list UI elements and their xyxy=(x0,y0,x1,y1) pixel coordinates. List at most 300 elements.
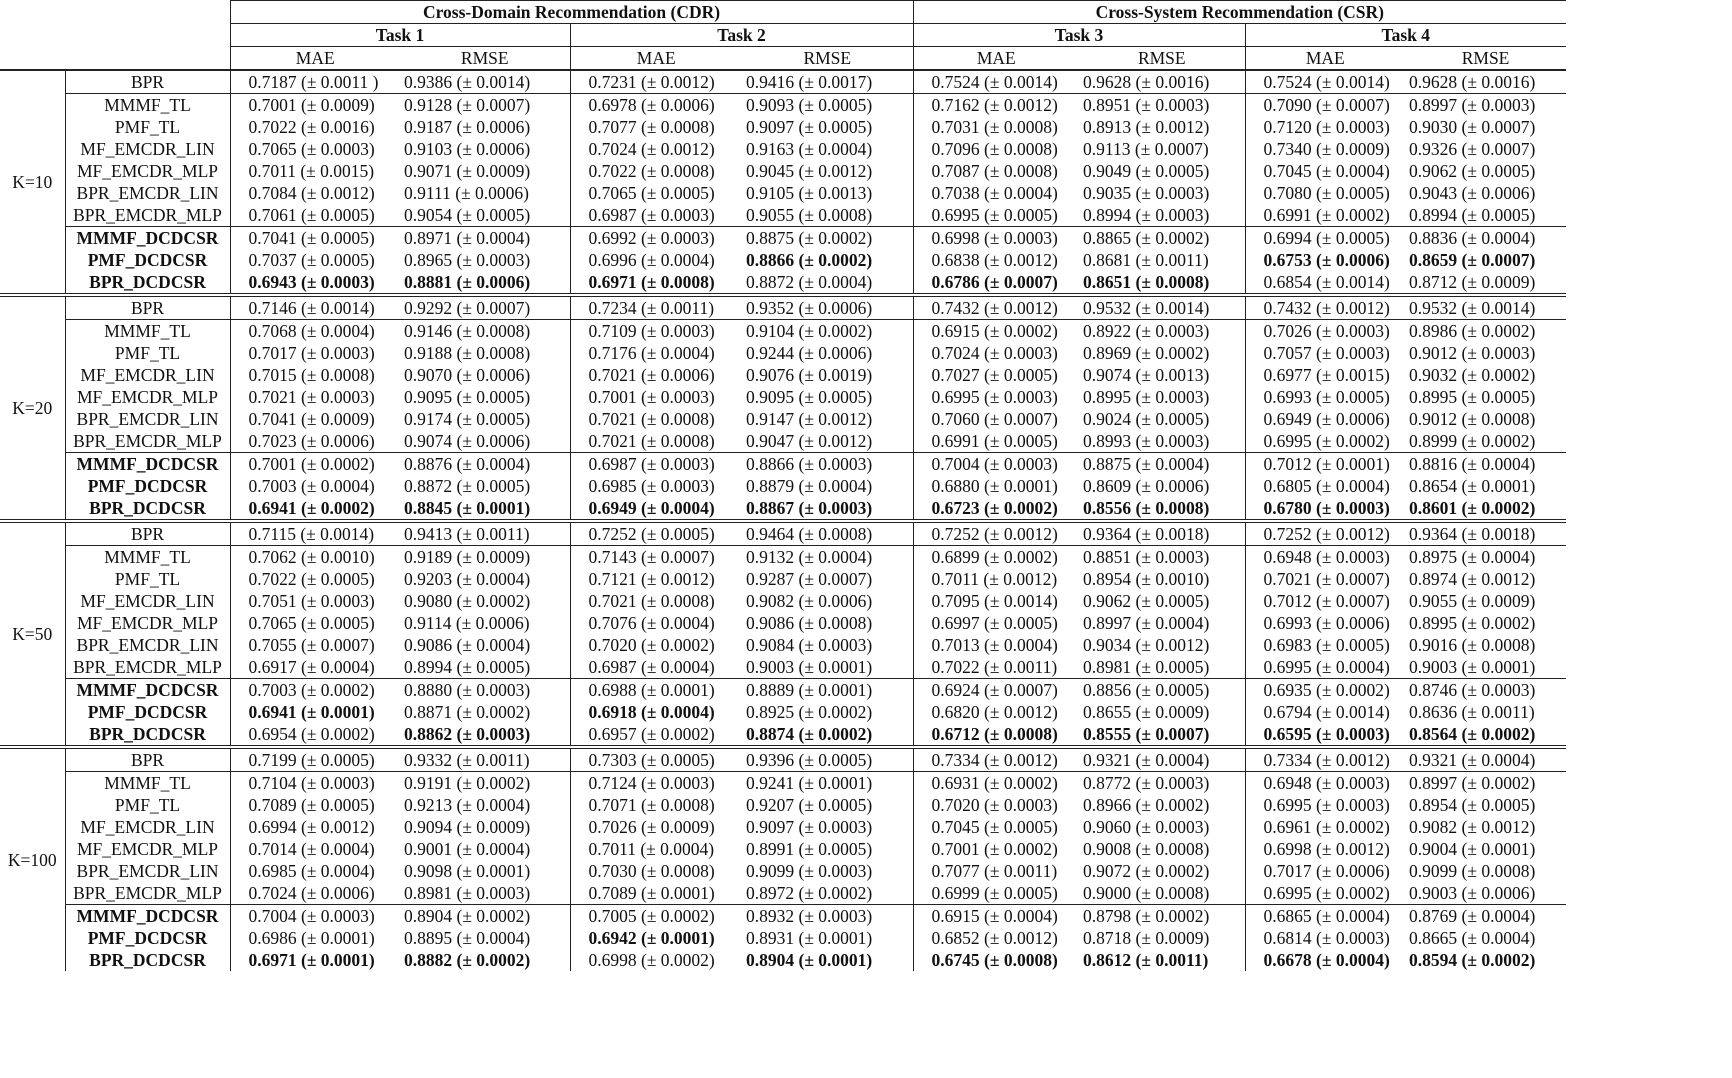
method-name: BPR_EMCDR_MLP xyxy=(65,204,230,227)
mae-cell-task-4: 0.6595 (± 0.0003) xyxy=(1263,724,1390,744)
rmse-cell-task-4: 0.9030 (± 0.0007) xyxy=(1409,117,1536,137)
method-name: PMF_TL xyxy=(65,568,230,590)
rmse-cell-task-1: 0.9114 (± 0.0006) xyxy=(400,612,570,634)
rmse-cell-task-3: 0.8954 (± 0.0010) xyxy=(1079,568,1245,590)
rmse-cell-task-3: 0.8651 (± 0.0008) xyxy=(1079,271,1245,295)
mae-cell-task-3: 0.7252 (± 0.0012) xyxy=(913,521,1079,546)
mae-cell-task-3: 0.7524 (± 0.0014) xyxy=(913,70,1079,94)
rmse-cell-task-1: 0.8895 (± 0.0004) xyxy=(400,927,570,949)
rmse-cell-task-3: 0.9074 (± 0.0013) xyxy=(1079,364,1245,386)
metric-header-rmse: RMSE xyxy=(1461,48,1510,68)
method-name: MF_EMCDR_MLP xyxy=(65,160,230,182)
rmse-cell-task-2: 0.9084 (± 0.0003) xyxy=(742,634,913,656)
mae-cell-task-2: 0.7021 (± 0.0008) xyxy=(588,431,715,451)
mae-cell-task-1: 0.7001 (± 0.0009) xyxy=(230,94,400,117)
mae-cell-task-2: 0.6998 (± 0.0002) xyxy=(588,950,715,970)
table-row xyxy=(0,816,1566,838)
mae-cell-task-2: 0.7021 (± 0.0008) xyxy=(588,409,715,429)
table-row xyxy=(0,116,1566,138)
rmse-cell-task-2: 0.8889 (± 0.0001) xyxy=(742,679,913,702)
rmse-cell-task-1: 0.9413 (± 0.0011) xyxy=(400,521,570,546)
method-name: MMMF_TL xyxy=(65,772,230,795)
mae-cell-task-2: 0.6987 (± 0.0003) xyxy=(570,453,742,476)
k-label: K=10 xyxy=(0,70,65,295)
rmse-cell-task-2: 0.8867 (± 0.0003) xyxy=(742,497,913,521)
table-row xyxy=(0,342,1566,364)
rmse-cell-task-4: 0.8564 (± 0.0002) xyxy=(1409,724,1536,744)
table-row xyxy=(0,386,1566,408)
task-header-3: Task 3 xyxy=(913,24,1245,47)
rmse-cell-task-4: 0.8654 (± 0.0001) xyxy=(1409,476,1536,496)
mae-cell-task-2: 0.6978 (± 0.0006) xyxy=(570,94,742,117)
rmse-cell-task-4: 0.8816 (± 0.0004) xyxy=(1405,453,1566,476)
mae-cell-task-2: 0.6992 (± 0.0003) xyxy=(570,227,742,250)
method-name: MF_EMCDR_LIN xyxy=(65,816,230,838)
rmse-cell-task-1: 0.9070 (± 0.0006) xyxy=(400,364,570,386)
method-name: MMMF_TL xyxy=(65,546,230,569)
table-row xyxy=(0,408,1566,430)
rmse-cell-task-4: 0.9003 (± 0.0001) xyxy=(1409,657,1536,677)
rmse-cell-task-2: 0.9105 (± 0.0013) xyxy=(742,182,913,204)
mae-cell-task-4: 0.7012 (± 0.0001) xyxy=(1245,453,1405,476)
metric-header-mae: MAE xyxy=(636,48,676,68)
mae-cell-task-2: 0.7026 (± 0.0009) xyxy=(588,817,715,837)
mae-cell-task-3: 0.7001 (± 0.0002) xyxy=(931,839,1058,859)
mae-cell-task-2: 0.7005 (± 0.0002) xyxy=(570,905,742,928)
method-name: PMF_DCDCSR xyxy=(65,927,230,949)
mae-cell-task-4: 0.6995 (± 0.0002) xyxy=(1263,883,1390,903)
mae-cell-task-3: 0.7096 (± 0.0008) xyxy=(931,139,1058,159)
task-header-4: Task 4 xyxy=(1245,24,1566,47)
rmse-cell-task-3: 0.9062 (± 0.0005) xyxy=(1079,590,1245,612)
mae-cell-task-2: 0.7303 (± 0.0005) xyxy=(570,747,742,772)
mae-cell-task-4: 0.7057 (± 0.0003) xyxy=(1263,343,1390,363)
table-row xyxy=(0,227,1566,250)
mae-cell-task-2: 0.7021 (± 0.0006) xyxy=(588,365,715,385)
mae-cell-task-3: 0.6991 (± 0.0005) xyxy=(931,431,1058,451)
method-name: BPR_EMCDR_MLP xyxy=(65,430,230,453)
rmse-cell-task-3: 0.8995 (± 0.0003) xyxy=(1079,386,1245,408)
mae-cell-task-3: 0.6999 (± 0.0005) xyxy=(931,883,1058,903)
rmse-cell-task-1: 0.8881 (± 0.0006) xyxy=(400,271,570,295)
rmse-cell-task-3: 0.8913 (± 0.0012) xyxy=(1079,116,1245,138)
k-label: K=20 xyxy=(0,295,65,521)
rmse-cell-task-2: 0.8991 (± 0.0005) xyxy=(742,838,913,860)
rmse-cell-task-2: 0.9055 (± 0.0008) xyxy=(742,204,913,227)
rmse-cell-task-3: 0.8951 (± 0.0003) xyxy=(1079,94,1245,117)
rmse-cell-task-4: 0.9628 (± 0.0016) xyxy=(1405,70,1566,94)
method-name: BPR_DCDCSR xyxy=(65,949,230,971)
rmse-cell-task-2: 0.8866 (± 0.0003) xyxy=(742,453,913,476)
rmse-cell-task-1: 0.8845 (± 0.0001) xyxy=(400,497,570,521)
method-name: MF_EMCDR_LIN xyxy=(65,364,230,386)
mae-cell-task-1: 0.7024 (± 0.0006) xyxy=(248,883,375,903)
rmse-cell-task-3: 0.9000 (± 0.0008) xyxy=(1079,882,1245,905)
mae-cell-task-1: 0.7004 (± 0.0003) xyxy=(230,905,400,928)
method-name: PMF_TL xyxy=(65,116,230,138)
mae-cell-task-3: 0.7162 (± 0.0012) xyxy=(913,94,1079,117)
rmse-cell-task-3: 0.8966 (± 0.0002) xyxy=(1079,794,1245,816)
metric-header-mae: MAE xyxy=(295,48,335,68)
mae-cell-task-4: 0.7026 (± 0.0003) xyxy=(1245,320,1405,343)
rmse-cell-task-3: 0.9049 (± 0.0005) xyxy=(1079,160,1245,182)
mae-cell-task-2: 0.7001 (± 0.0003) xyxy=(588,387,715,407)
rmse-cell-task-4: 0.8997 (± 0.0002) xyxy=(1405,772,1566,795)
rmse-cell-task-3: 0.9034 (± 0.0012) xyxy=(1079,634,1245,656)
table-row xyxy=(0,453,1566,476)
mae-cell-task-2: 0.6942 (± 0.0001) xyxy=(588,928,715,948)
mae-cell-task-3: 0.6924 (± 0.0007) xyxy=(913,679,1079,702)
table-row xyxy=(0,204,1566,227)
table-row xyxy=(0,249,1566,271)
mae-cell-task-4: 0.7090 (± 0.0007) xyxy=(1245,94,1405,117)
mae-cell-task-1: 0.7022 (± 0.0005) xyxy=(248,569,375,589)
rmse-cell-task-1: 0.9386 (± 0.0014) xyxy=(400,70,570,94)
method-name: BPR_EMCDR_LIN xyxy=(65,860,230,882)
rmse-cell-task-1: 0.9189 (± 0.0009) xyxy=(400,546,570,569)
rmse-cell-task-3: 0.8856 (± 0.0005) xyxy=(1079,679,1245,702)
mae-cell-task-2: 0.6988 (± 0.0001) xyxy=(570,679,742,702)
rmse-cell-task-4: 0.9532 (± 0.0014) xyxy=(1405,295,1566,320)
rmse-cell-task-4: 0.8997 (± 0.0003) xyxy=(1405,94,1566,117)
rmse-cell-task-3: 0.8922 (± 0.0003) xyxy=(1079,320,1245,343)
mae-cell-task-2: 0.6971 (± 0.0008) xyxy=(588,272,715,292)
mae-cell-task-4: 0.6935 (± 0.0002) xyxy=(1245,679,1405,702)
mae-cell-task-1: 0.6971 (± 0.0001) xyxy=(248,950,375,970)
rmse-cell-task-2: 0.9099 (± 0.0003) xyxy=(742,860,913,882)
rmse-cell-task-1: 0.8971 (± 0.0004) xyxy=(400,227,570,250)
rmse-cell-task-2: 0.9097 (± 0.0005) xyxy=(742,116,913,138)
rmse-cell-task-2: 0.9082 (± 0.0006) xyxy=(742,590,913,612)
table-row xyxy=(0,568,1566,590)
metric-header-mae: MAE xyxy=(976,48,1016,68)
mae-cell-task-3: 0.7020 (± 0.0003) xyxy=(931,795,1058,815)
mae-cell-task-3: 0.7432 (± 0.0012) xyxy=(913,295,1079,320)
mae-cell-task-4: 0.6948 (± 0.0003) xyxy=(1245,546,1405,569)
rmse-cell-task-4: 0.8746 (± 0.0003) xyxy=(1405,679,1566,702)
rmse-cell-task-2: 0.8866 (± 0.0002) xyxy=(742,249,913,271)
mae-cell-task-1: 0.7062 (± 0.0010) xyxy=(230,546,400,569)
mae-cell-task-1: 0.7041 (± 0.0005) xyxy=(230,227,400,250)
mae-cell-task-4: 0.6780 (± 0.0003) xyxy=(1263,498,1390,518)
mae-cell-task-1: 0.7068 (± 0.0004) xyxy=(230,320,400,343)
rmse-cell-task-4: 0.9099 (± 0.0008) xyxy=(1409,861,1536,881)
mae-cell-task-4: 0.6993 (± 0.0005) xyxy=(1263,387,1390,407)
rmse-cell-task-1: 0.9001 (± 0.0004) xyxy=(400,838,570,860)
rmse-cell-task-1: 0.9203 (± 0.0004) xyxy=(400,568,570,590)
mae-cell-task-2: 0.7020 (± 0.0002) xyxy=(588,635,715,655)
mae-cell-task-1: 0.6943 (± 0.0003) xyxy=(248,272,375,292)
mae-cell-task-1: 0.6917 (± 0.0004) xyxy=(248,657,375,677)
rmse-cell-task-1: 0.9146 (± 0.0008) xyxy=(400,320,570,343)
mae-cell-task-4: 0.6995 (± 0.0004) xyxy=(1263,657,1390,677)
rmse-cell-task-1: 0.8904 (± 0.0002) xyxy=(400,905,570,928)
mae-cell-task-1: 0.7015 (± 0.0008) xyxy=(248,365,375,385)
rmse-cell-task-2: 0.8932 (± 0.0003) xyxy=(742,905,913,928)
mae-cell-task-2: 0.7021 (± 0.0008) xyxy=(588,591,715,611)
mae-cell-task-1: 0.7022 (± 0.0016) xyxy=(248,117,375,137)
rmse-cell-task-4: 0.9326 (± 0.0007) xyxy=(1409,139,1536,159)
mae-cell-task-1: 0.7001 (± 0.0002) xyxy=(230,453,400,476)
rmse-cell-task-4: 0.8995 (± 0.0005) xyxy=(1409,387,1536,407)
mae-cell-task-4: 0.6949 (± 0.0006) xyxy=(1263,409,1390,429)
mae-cell-task-3: 0.7045 (± 0.0005) xyxy=(931,817,1058,837)
table-row xyxy=(0,430,1566,453)
mae-cell-task-4: 0.6678 (± 0.0004) xyxy=(1263,950,1390,970)
mae-cell-task-4: 0.7017 (± 0.0006) xyxy=(1263,861,1390,881)
rmse-cell-task-4: 0.8712 (± 0.0009) xyxy=(1409,272,1536,292)
mae-cell-task-2: 0.7252 (± 0.0005) xyxy=(570,521,742,546)
mae-cell-task-2: 0.7176 (± 0.0004) xyxy=(588,343,715,363)
rmse-cell-task-2: 0.8925 (± 0.0002) xyxy=(742,701,913,723)
rmse-cell-task-1: 0.8880 (± 0.0003) xyxy=(400,679,570,702)
rmse-cell-task-4: 0.8769 (± 0.0004) xyxy=(1405,905,1566,928)
method-name: BPR xyxy=(65,521,230,546)
rmse-cell-task-2: 0.9076 (± 0.0019) xyxy=(742,364,913,386)
rmse-cell-task-4: 0.9012 (± 0.0008) xyxy=(1409,409,1536,429)
rmse-cell-task-2: 0.8931 (± 0.0001) xyxy=(742,927,913,949)
mae-cell-task-3: 0.7004 (± 0.0003) xyxy=(913,453,1079,476)
rmse-cell-task-1: 0.9098 (± 0.0001) xyxy=(400,860,570,882)
mae-cell-task-3: 0.7095 (± 0.0014) xyxy=(931,591,1058,611)
mae-cell-task-1: 0.7055 (± 0.0007) xyxy=(248,635,375,655)
rmse-cell-task-2: 0.9045 (± 0.0012) xyxy=(742,160,913,182)
rmse-cell-task-4: 0.8999 (± 0.0002) xyxy=(1409,431,1536,451)
mae-cell-task-1: 0.7084 (± 0.0012) xyxy=(248,183,375,203)
rmse-cell-task-1: 0.9292 (± 0.0007) xyxy=(400,295,570,320)
metric-header-rmse: RMSE xyxy=(1079,47,1245,71)
rmse-cell-task-4: 0.8836 (± 0.0004) xyxy=(1405,227,1566,250)
mae-cell-task-2: 0.6949 (± 0.0004) xyxy=(588,498,715,518)
rmse-cell-task-3: 0.9364 (± 0.0018) xyxy=(1079,521,1245,546)
rmse-cell-task-3: 0.9035 (± 0.0003) xyxy=(1079,182,1245,204)
rmse-cell-task-3: 0.8865 (± 0.0002) xyxy=(1079,227,1245,250)
mae-cell-task-2: 0.7065 (± 0.0005) xyxy=(588,183,715,203)
mae-cell-task-4: 0.6983 (± 0.0005) xyxy=(1263,635,1390,655)
mae-cell-task-3: 0.7022 (± 0.0011) xyxy=(931,657,1058,677)
mae-cell-task-2: 0.6957 (± 0.0002) xyxy=(588,724,715,744)
mae-cell-task-3: 0.7011 (± 0.0012) xyxy=(931,569,1058,589)
rmse-cell-task-1: 0.9071 (± 0.0009) xyxy=(400,160,570,182)
mae-cell-task-4: 0.7432 (± 0.0012) xyxy=(1245,295,1405,320)
mae-cell-task-4: 0.6753 (± 0.0006) xyxy=(1263,250,1390,270)
rmse-cell-task-4: 0.9055 (± 0.0009) xyxy=(1409,591,1536,611)
mae-cell-task-1: 0.7003 (± 0.0002) xyxy=(230,679,400,702)
table-row xyxy=(0,860,1566,882)
rmse-cell-task-3: 0.9060 (± 0.0003) xyxy=(1079,816,1245,838)
table-row xyxy=(0,838,1566,860)
method-name: MMMF_TL xyxy=(65,320,230,343)
method-name: BPR xyxy=(65,295,230,320)
rmse-cell-task-1: 0.9074 (± 0.0006) xyxy=(400,430,570,453)
table-row xyxy=(0,590,1566,612)
mae-cell-task-2: 0.7024 (± 0.0012) xyxy=(588,139,715,159)
mae-cell-task-4: 0.6865 (± 0.0004) xyxy=(1245,905,1405,928)
mae-cell-task-3: 0.7027 (± 0.0005) xyxy=(931,365,1058,385)
rmse-cell-task-2: 0.9464 (± 0.0008) xyxy=(742,521,913,546)
metric-header-rmse: RMSE xyxy=(400,47,570,71)
rmse-cell-task-1: 0.8981 (± 0.0003) xyxy=(400,882,570,905)
mae-cell-task-2: 0.7022 (± 0.0008) xyxy=(588,161,715,181)
method-name: MMMF_DCDCSR xyxy=(65,905,230,928)
mae-cell-task-2: 0.7077 (± 0.0008) xyxy=(588,117,715,137)
rmse-cell-task-3: 0.8555 (± 0.0007) xyxy=(1079,723,1245,747)
mae-cell-task-4: 0.6805 (± 0.0004) xyxy=(1263,476,1390,496)
mae-cell-task-3: 0.6915 (± 0.0004) xyxy=(913,905,1079,928)
mae-cell-task-3: 0.6820 (± 0.0012) xyxy=(931,702,1058,722)
rmse-cell-task-2: 0.9047 (± 0.0012) xyxy=(742,430,913,453)
rmse-cell-task-1: 0.9213 (± 0.0004) xyxy=(400,794,570,816)
rmse-cell-task-2: 0.9352 (± 0.0006) xyxy=(742,295,913,320)
mae-cell-task-2: 0.7030 (± 0.0008) xyxy=(588,861,715,881)
mae-cell-task-3: 0.6995 (± 0.0005) xyxy=(931,205,1058,225)
mae-cell-task-4: 0.6998 (± 0.0012) xyxy=(1263,839,1390,859)
rmse-cell-task-2: 0.8872 (± 0.0004) xyxy=(742,271,913,295)
rmse-cell-task-4: 0.9032 (± 0.0002) xyxy=(1409,365,1536,385)
rmse-cell-task-2: 0.9003 (± 0.0001) xyxy=(742,656,913,679)
mae-cell-task-4: 0.6794 (± 0.0014) xyxy=(1263,702,1390,722)
rmse-cell-task-4: 0.8954 (± 0.0005) xyxy=(1409,795,1536,815)
rmse-cell-task-3: 0.9008 (± 0.0008) xyxy=(1079,838,1245,860)
rmse-cell-task-4: 0.8986 (± 0.0002) xyxy=(1405,320,1566,343)
rmse-cell-task-3: 0.8851 (± 0.0003) xyxy=(1079,546,1245,569)
mae-cell-task-1: 0.7023 (± 0.0006) xyxy=(248,431,375,451)
rmse-cell-task-4: 0.9003 (± 0.0006) xyxy=(1409,883,1536,903)
table-row xyxy=(0,656,1566,679)
rmse-cell-task-3: 0.8969 (± 0.0002) xyxy=(1079,342,1245,364)
method-name: PMF_DCDCSR xyxy=(65,475,230,497)
mae-cell-task-1: 0.7041 (± 0.0009) xyxy=(248,409,375,429)
mae-cell-task-4: 0.6977 (± 0.0015) xyxy=(1263,365,1390,385)
rmse-cell-task-1: 0.9174 (± 0.0005) xyxy=(400,408,570,430)
mae-cell-task-1: 0.7187 (± 0.0011 ) xyxy=(230,70,400,94)
rmse-cell-task-1: 0.8871 (± 0.0002) xyxy=(400,701,570,723)
rmse-cell-task-4: 0.9043 (± 0.0006) xyxy=(1409,183,1536,203)
mae-cell-task-4: 0.6993 (± 0.0006) xyxy=(1263,613,1390,633)
table-row xyxy=(0,475,1566,497)
table-row xyxy=(0,546,1566,569)
mae-cell-task-1: 0.7199 (± 0.0005) xyxy=(230,747,400,772)
rmse-cell-task-1: 0.9094 (± 0.0009) xyxy=(400,816,570,838)
metric-header-mae: MAE xyxy=(1305,48,1345,68)
rmse-cell-task-3: 0.8875 (± 0.0004) xyxy=(1079,453,1245,476)
rmse-cell-task-2: 0.9241 (± 0.0001) xyxy=(742,772,913,795)
mae-cell-task-3: 0.6997 (± 0.0005) xyxy=(931,613,1058,633)
mae-cell-task-2: 0.6985 (± 0.0003) xyxy=(588,476,715,496)
rmse-cell-task-3: 0.8655 (± 0.0009) xyxy=(1079,701,1245,723)
mae-cell-task-3: 0.6852 (± 0.0012) xyxy=(931,928,1058,948)
table-row xyxy=(0,634,1566,656)
mae-cell-task-1: 0.6994 (± 0.0012) xyxy=(248,817,375,837)
rmse-cell-task-4: 0.8601 (± 0.0002) xyxy=(1409,498,1536,518)
rmse-cell-task-3: 0.8681 (± 0.0011) xyxy=(1079,249,1245,271)
task-header-1: Task 1 xyxy=(230,24,570,47)
mae-cell-task-2: 0.6987 (± 0.0003) xyxy=(588,205,715,225)
table-row xyxy=(0,364,1566,386)
rmse-cell-task-1: 0.9103 (± 0.0006) xyxy=(400,138,570,160)
rmse-cell-task-1: 0.9080 (± 0.0002) xyxy=(400,590,570,612)
table-row xyxy=(0,70,1566,94)
table-row xyxy=(0,882,1566,905)
mae-cell-task-4: 0.7120 (± 0.0003) xyxy=(1263,117,1390,137)
mae-cell-task-3: 0.6998 (± 0.0003) xyxy=(913,227,1079,250)
rmse-cell-task-3: 0.8981 (± 0.0005) xyxy=(1079,656,1245,679)
mae-cell-task-3: 0.6899 (± 0.0002) xyxy=(913,546,1079,569)
results-body xyxy=(0,70,1566,971)
table-row xyxy=(0,679,1566,702)
rmse-cell-task-4: 0.8995 (± 0.0002) xyxy=(1409,613,1536,633)
mae-cell-task-3: 0.7334 (± 0.0012) xyxy=(913,747,1079,772)
rmse-cell-task-3: 0.9113 (± 0.0007) xyxy=(1079,138,1245,160)
corner-cell xyxy=(0,1,230,24)
method-name: BPR_EMCDR_MLP xyxy=(65,882,230,905)
rmse-cell-task-4: 0.8665 (± 0.0004) xyxy=(1409,928,1536,948)
mae-cell-task-4: 0.6961 (± 0.0002) xyxy=(1263,817,1390,837)
rmse-cell-task-1: 0.9111 (± 0.0006) xyxy=(400,182,570,204)
table-row xyxy=(0,747,1566,772)
group-header-cdr: Cross-Domain Recommendation (CDR) xyxy=(230,1,913,24)
mae-cell-task-2: 0.7231 (± 0.0012) xyxy=(570,70,742,94)
method-name: MF_EMCDR_MLP xyxy=(65,612,230,634)
table-row xyxy=(0,160,1566,182)
rmse-cell-task-2: 0.9287 (± 0.0007) xyxy=(742,568,913,590)
method-name: PMF_TL xyxy=(65,342,230,364)
mae-cell-task-4: 0.7334 (± 0.0012) xyxy=(1245,747,1405,772)
mae-cell-task-3: 0.7024 (± 0.0003) xyxy=(931,343,1058,363)
table-row xyxy=(0,701,1566,723)
rmse-cell-task-4: 0.9012 (± 0.0003) xyxy=(1409,343,1536,363)
rmse-cell-task-3: 0.9321 (± 0.0004) xyxy=(1079,747,1245,772)
table-row xyxy=(0,794,1566,816)
mae-cell-task-4: 0.6948 (± 0.0003) xyxy=(1245,772,1405,795)
table-row xyxy=(0,905,1566,928)
mae-cell-task-1: 0.7051 (± 0.0003) xyxy=(248,591,375,611)
mae-cell-task-4: 0.6995 (± 0.0003) xyxy=(1263,795,1390,815)
mae-cell-task-1: 0.7011 (± 0.0015) xyxy=(248,161,375,181)
mae-cell-task-1: 0.7017 (± 0.0003) xyxy=(248,343,375,363)
rmse-cell-task-3: 0.9628 (± 0.0016) xyxy=(1079,70,1245,94)
rmse-cell-task-2: 0.9097 (± 0.0003) xyxy=(742,816,913,838)
rmse-cell-task-2: 0.9147 (± 0.0012) xyxy=(742,408,913,430)
mae-cell-task-2: 0.6987 (± 0.0004) xyxy=(588,657,715,677)
mae-cell-task-1: 0.7037 (± 0.0005) xyxy=(248,250,375,270)
mae-cell-task-4: 0.7080 (± 0.0005) xyxy=(1263,183,1390,203)
rmse-cell-task-3: 0.8994 (± 0.0003) xyxy=(1079,204,1245,227)
rmse-cell-task-1: 0.9128 (± 0.0007) xyxy=(400,94,570,117)
rmse-cell-task-2: 0.9207 (± 0.0005) xyxy=(742,794,913,816)
mae-cell-task-3: 0.7038 (± 0.0004) xyxy=(931,183,1058,203)
mae-cell-task-3: 0.7077 (± 0.0011) xyxy=(931,861,1058,881)
rmse-cell-task-3: 0.9024 (± 0.0005) xyxy=(1079,408,1245,430)
mae-cell-task-2: 0.7124 (± 0.0003) xyxy=(570,772,742,795)
rmse-cell-task-1: 0.8994 (± 0.0005) xyxy=(400,656,570,679)
method-name: MF_EMCDR_MLP xyxy=(65,386,230,408)
method-name: PMF_DCDCSR xyxy=(65,701,230,723)
mae-cell-task-1: 0.7065 (± 0.0003) xyxy=(248,139,375,159)
mae-cell-task-4: 0.7524 (± 0.0014) xyxy=(1245,70,1405,94)
rmse-cell-task-3: 0.8772 (± 0.0003) xyxy=(1079,772,1245,795)
method-name: MF_EMCDR_LIN xyxy=(65,590,230,612)
task-header-2: Task 2 xyxy=(570,24,913,47)
mae-cell-task-1: 0.7003 (± 0.0004) xyxy=(248,476,375,496)
mae-cell-task-4: 0.6995 (± 0.0002) xyxy=(1263,431,1390,451)
mae-cell-task-1: 0.7061 (± 0.0005) xyxy=(248,205,375,225)
rmse-cell-task-3: 0.8997 (± 0.0004) xyxy=(1079,612,1245,634)
mae-cell-task-2: 0.7011 (± 0.0004) xyxy=(588,839,715,859)
table-row xyxy=(0,497,1566,521)
rmse-cell-task-3: 0.8993 (± 0.0003) xyxy=(1079,430,1245,453)
rmse-cell-task-2: 0.9086 (± 0.0008) xyxy=(742,612,913,634)
